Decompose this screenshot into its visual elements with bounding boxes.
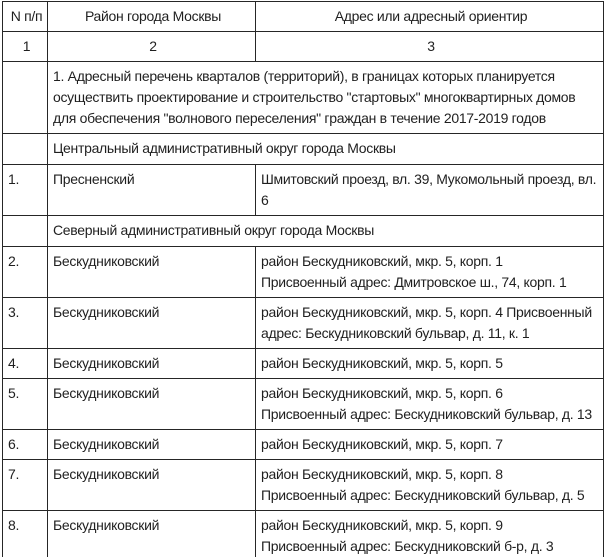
row-number-cell: 1. <box>3 165 48 216</box>
address-table <box>2 1 604 557</box>
address-line: Присвоенный адрес: Бескудниковский б-р, д. 3 <box>261 538 554 554</box>
address-cell <box>256 298 604 349</box>
address-line: Шмитовский проезд, вл. 39, Мукомольный проезд, вл. <box>261 171 597 187</box>
district-cell: Бескудниковский <box>48 247 256 298</box>
address-line: адрес: Бескудниковский бульвар, д. 11, к. 1 <box>261 325 530 341</box>
empty-cell <box>3 134 48 165</box>
title-line: 1. Адресный перечень кварталов (территорий), в границах которых планируется <box>53 68 555 84</box>
address-line: Присвоенный адрес: Бескудниковский бульвар, д. 5 <box>261 487 585 503</box>
district-cell: Бескудниковский <box>48 379 256 430</box>
district-cell: Бескудниковский <box>48 298 256 349</box>
address-entry-row <box>3 379 604 430</box>
address-line: Присвоенный адрес: Дмитровское ш., 74, корп. 1 <box>261 274 567 290</box>
column-header-2: Район города Москвы <box>48 2 256 32</box>
address-line: район Бескудниковский, мкр. 5, корп. 5 <box>261 355 503 371</box>
row-number-cell: 2. <box>3 247 48 298</box>
address-entry-row <box>3 430 604 460</box>
district-cell: Пресненский <box>48 165 256 216</box>
column-number-2: 2 <box>48 32 256 62</box>
address-entry-row <box>3 247 604 298</box>
address-entry-row <box>3 165 604 216</box>
address-line: район Бескудниковский, мкр. 5, корп. 6 <box>261 385 503 401</box>
address-cell <box>256 460 604 511</box>
column-header-1: N п/п <box>3 2 48 32</box>
address-cell <box>256 165 604 216</box>
address-cell <box>256 379 604 430</box>
row-number-cell: 6. <box>3 430 48 460</box>
address-entry-row <box>3 298 604 349</box>
empty-cell <box>3 216 48 247</box>
address-line: 6 <box>261 192 269 208</box>
address-table-body <box>3 2 604 557</box>
address-cell <box>256 247 604 298</box>
title-line: для обеспечения "волнового переселения" граждан в течение 2017-2019 годов <box>53 110 546 126</box>
address-line: район Бескудниковский, мкр. 5, корп. 1 <box>261 253 503 269</box>
row-number-cell: 5. <box>3 379 48 430</box>
table-header-row <box>3 2 604 32</box>
address-line: район Бескудниковский, мкр. 5, корп. 7 <box>261 436 503 452</box>
row-number-cell: 3. <box>3 298 48 349</box>
address-cell <box>256 511 604 557</box>
okrug-section-row <box>3 216 604 247</box>
address-entry-row <box>3 511 604 557</box>
district-cell: Бескудниковский <box>48 349 256 379</box>
address-cell <box>256 430 604 460</box>
row-number-cell: 7. <box>3 460 48 511</box>
column-numbers-row <box>3 32 604 62</box>
column-number-3: 3 <box>256 32 604 62</box>
address-entry-row <box>3 460 604 511</box>
district-cell: Бескудниковский <box>48 511 256 557</box>
column-header-3: Адрес или адресный ориентир <box>256 2 604 32</box>
list-title-row <box>3 62 604 134</box>
list-title-cell <box>48 62 604 134</box>
okrug-section-cell: Центральный административный округ города Москвы <box>48 134 604 165</box>
address-line: район Бескудниковский, мкр. 5, корп. 9 <box>261 517 503 533</box>
address-line: район Бескудниковский, мкр. 5, корп. 4 Присвоенный <box>261 304 592 320</box>
okrug-section-row <box>3 134 604 165</box>
address-line: район Бескудниковский, мкр. 5, корп. 8 <box>261 466 503 482</box>
title-line: осуществить проектирование и строительство "стартовых" многоквартирных домов <box>53 89 576 105</box>
address-cell <box>256 349 604 379</box>
district-cell: Бескудниковский <box>48 430 256 460</box>
address-line: Присвоенный адрес: Бескудниковский бульвар, д. 13 <box>261 406 592 422</box>
column-number-1: 1 <box>3 32 48 62</box>
okrug-section-cell: Северный административный округ города Москвы <box>48 216 604 247</box>
address-entry-row <box>3 349 604 379</box>
empty-cell <box>3 62 48 134</box>
row-number-cell: 4. <box>3 349 48 379</box>
district-cell: Бескудниковский <box>48 460 256 511</box>
row-number-cell: 8. <box>3 511 48 557</box>
